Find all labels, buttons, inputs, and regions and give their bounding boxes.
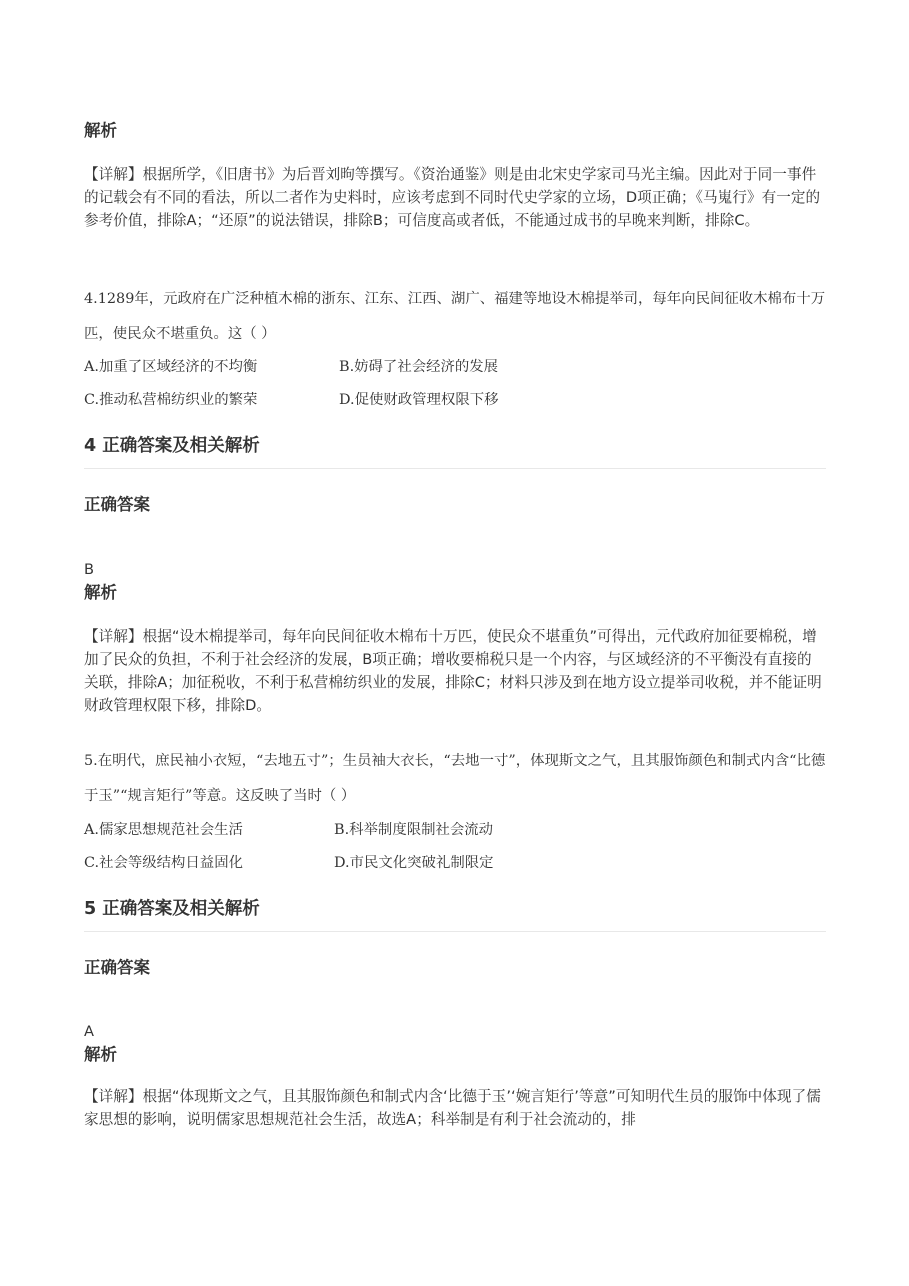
options-row-1 bbox=[84, 820, 826, 840]
options-row-2 bbox=[84, 853, 826, 873]
section-title: 5 正确答案及相关解析 bbox=[84, 899, 260, 919]
section-divider bbox=[84, 931, 826, 932]
explanation-text: 【详解】根据所学，《旧唐书》为后晋刘昫等撰写。《资治通鉴》则是由北宋史学家司马光主编。因此对于同一事件的记载会有不同的看法，所以二者作为史料时，应该考虑到不同时代史学家的立场，D项正确；《马嵬行》有一定的参考价值，排除A；“还原”的说法错误，排除B；可信度高或者低，不能通过成书的早晚来判断，排除C。 bbox=[84, 166, 821, 229]
option-d: D.促使财政管理权限下移 bbox=[339, 392, 499, 408]
section-divider bbox=[84, 468, 826, 469]
analysis-heading: 解析 bbox=[84, 121, 117, 140]
correct-answer-heading: 正确答案 bbox=[84, 958, 150, 977]
option-b: B.妨碍了社会经济的发展 bbox=[339, 359, 499, 375]
correct-answer-heading: 正确答案 bbox=[84, 495, 150, 514]
option-b: B.科举制度限制社会流动 bbox=[334, 822, 494, 838]
analysis-heading: 解析 bbox=[84, 1045, 117, 1064]
option-c: C.社会等级结构日益固化 bbox=[84, 855, 243, 871]
options-row-1 bbox=[84, 357, 826, 377]
options-row-2 bbox=[84, 390, 826, 410]
correct-answer-value: A bbox=[84, 1023, 94, 1040]
explanation-text: 【详解】根据“体现斯文之气，且其服饰颜色和制式内含‘比德于玉’‘婉言矩行’等意”可知明代生员的服饰中体现了儒家思想的影响，说明儒家思想规范社会生活，故选A；科举制是有利于社会流动的，排 bbox=[84, 1088, 821, 1128]
explanation-text: 【详解】根据“设木棉提举司，每年向民间征收木棉布十万匹，使民众不堪重负”可得出，元代政府加征要棉税，增加了民众的负担，不利于社会经济的发展，B项正确；增收要棉税只是一个内容，与区域经济的不平衡没有直接的关联，排除A；加征税收，不利于私营棉纺织业的发展，排除C；材料只涉及到在地方设立提举司收税，并不能证明财政管理权限下移，排除D。 bbox=[84, 628, 822, 714]
option-a: A.儒家思想规范社会生活 bbox=[84, 822, 243, 838]
option-c: C.推动私营棉纺织业的繁荣 bbox=[84, 392, 258, 408]
question-5-stem: 5.在明代，庶民袖小衣短，“去地五寸”；生员袖大衣长，“去地一寸”，体现斯文之气，且其服饰颜色和制式内含“比德于玉”“规言矩行”等意。这反映了当时（ ） bbox=[84, 753, 826, 804]
section-title: 4 正确答案及相关解析 bbox=[84, 436, 260, 456]
correct-answer-value: B bbox=[84, 561, 95, 578]
option-a: A.加重了区域经济的不均衡 bbox=[84, 359, 258, 375]
question-4-stem: 4.1289年，元政府在广泛种植木棉的浙东、江东、江西、湖广、福建等地设木棉提举司，每年向民间征收木棉布十万匹，使民众不堪重负。这（ ） bbox=[84, 291, 826, 342]
option-d: D.市民文化突破礼制限定 bbox=[334, 855, 494, 871]
analysis-heading: 解析 bbox=[84, 583, 117, 602]
